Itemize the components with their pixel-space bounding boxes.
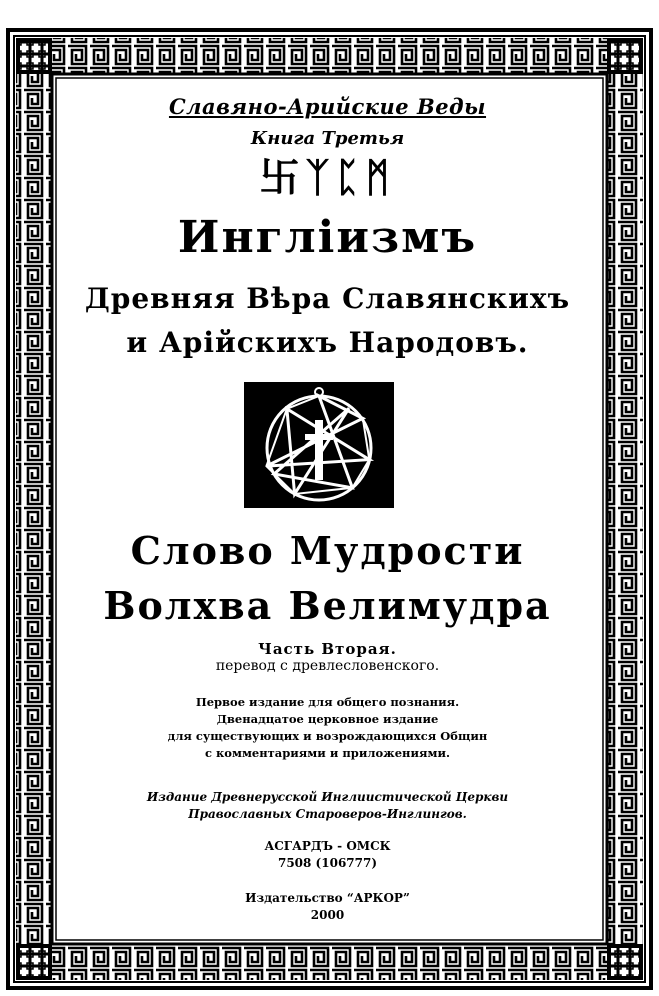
place-and-date <box>60 838 595 872</box>
edition-line: Первое издание для общего познания. <box>195 695 460 709</box>
translation-note: перевод с древлесловенского. <box>215 658 440 674</box>
corner-ornament <box>16 38 52 74</box>
imprint <box>60 890 595 924</box>
nine-pointed-star-emblem <box>244 382 394 508</box>
work-title-line-2: Волхва Велимудра <box>103 583 552 628</box>
series-title: Славяно-Арийские Веды <box>168 94 487 119</box>
subtitle-line-2: и Арiйскихъ Народовъ. <box>126 326 529 359</box>
publication-year: 2000 <box>310 908 345 922</box>
edition-line: для существующих и возрождающихся Общин <box>167 729 488 743</box>
corner-ornament <box>607 944 643 980</box>
work-title-line-1: Слово Мудрости <box>130 528 525 573</box>
edition-line: с комментариями и приложениями. <box>204 746 451 760</box>
edition-line: Двенадцатое церковное издание <box>216 712 439 726</box>
publishing-organization <box>60 789 595 823</box>
year-code: 7508 (106777) <box>277 856 378 870</box>
corner-ornament <box>16 944 52 980</box>
runic-inscription: 卐ᛉᛈᛗ <box>259 155 396 201</box>
edition-info <box>60 694 595 762</box>
book-number: Книга Третья <box>250 128 405 149</box>
part-label: Часть Вторая. <box>258 640 397 658</box>
corner-ornament <box>607 38 643 74</box>
publisher-name: Издательство “АРКОР” <box>245 891 410 905</box>
org-line: Издание Древнерусской Инглиистической Церкви <box>146 790 509 804</box>
city: АСГАРДЪ - ОМСК <box>264 839 391 853</box>
main-title: Инглiизмъ <box>177 212 478 263</box>
subtitle-line-1: Древняя Вѣра Славянскихъ <box>84 282 571 315</box>
org-line: Православных Староверов-Инглингов. <box>188 807 467 821</box>
